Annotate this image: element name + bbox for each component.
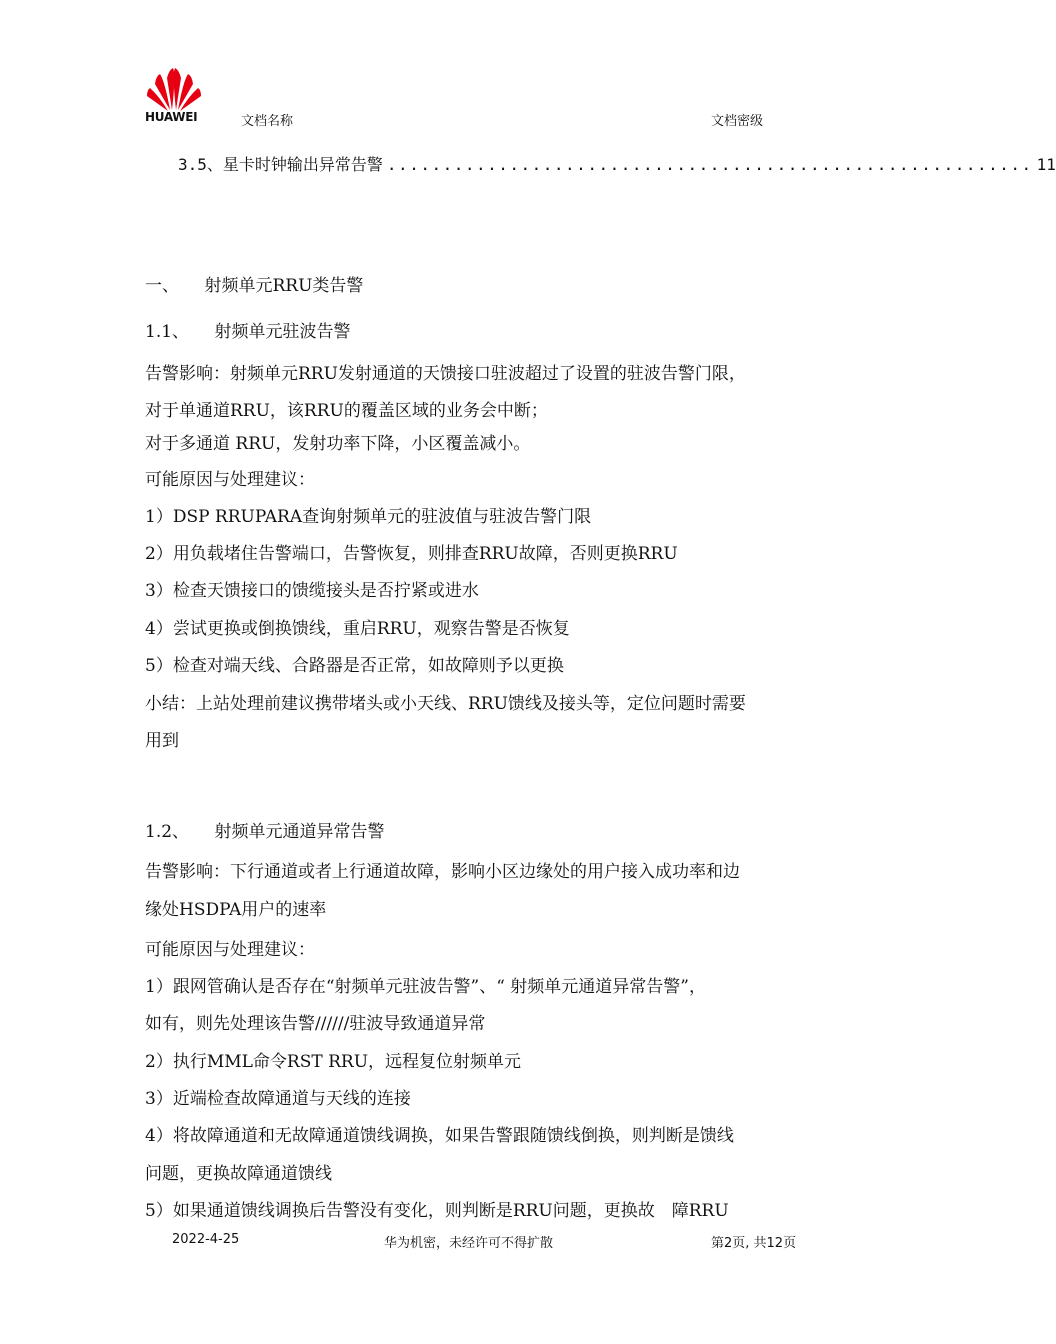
list-item: 3）近端检查故障通道与天线的连接 xyxy=(145,1089,411,1109)
toc-number: 3.5、 xyxy=(178,155,223,174)
section-1-1-paragraph: 告警影响：射频单元RRU发射通道的天馈接口驻波超过了设置的驻波告警门限， xyxy=(145,364,746,384)
list-item: 如有，则先处理该告警//////驻波导致通道异常 xyxy=(145,1014,486,1034)
list-item: 2）用负载堵住告警端口，告警恢复，则排查RRU故障，否则更换RRU xyxy=(145,544,678,564)
list-item: 问题，更换故障通道馈线 xyxy=(145,1164,332,1184)
section-1-2-paragraph: 可能原因与处理建议： xyxy=(145,940,315,960)
list-item: 5）检查对端天线、合路器是否正常，如故障则予以更换 xyxy=(145,656,564,676)
section-1-1-paragraph: 对于多通道 RRU，发射功率下降，小区覆盖减小。 xyxy=(145,434,531,454)
list-item: 1）跟网管确认是否存在“射频单元驻波告警”、“ 射频单元通道异常告警”， xyxy=(145,977,706,997)
document-name: 文档名称 xyxy=(241,114,294,129)
document-classification: 文档密级 xyxy=(711,114,764,129)
logo-text: HUAWEI xyxy=(145,110,198,124)
toc-entry[interactable] xyxy=(178,152,1056,175)
list-item: 4）尝试更换或倒换馈线，重启RRU，观察告警是否恢复 xyxy=(145,619,570,639)
section-1-2-paragraph: 缘处HSDPA用户的速率 xyxy=(145,900,327,920)
list-item: 4）将故障通道和无故障通道馈线调换，如果告警跟随馈线倒换，则判断是馈线 xyxy=(145,1126,734,1146)
section-1-1-paragraph: 可能原因与处理建议： xyxy=(145,470,315,490)
section-1-2-paragraph: 告警影响：下行通道或者上行通道故障，影响小区边缘处的用户接入成功率和边 xyxy=(145,862,740,882)
footer-date: 2022-4-25 xyxy=(172,1232,240,1247)
footer-page-number: 第2页, 共12页 xyxy=(711,1236,797,1251)
toc-title: 星卡时钟输出异常告警 xyxy=(222,155,383,174)
summary-text: 小结：上站处理前建议携带堵头或小天线、RRU馈线及接头等，定位问题时需要 xyxy=(145,694,746,714)
footer-confidential: 华为机密，未经许可不得扩散 xyxy=(384,1236,554,1251)
heading-1: 一、 射频单元RRU类告警 xyxy=(145,276,364,296)
list-item: 2）执行MML命令RST RRU，远程复位射频单元 xyxy=(145,1052,522,1072)
list-item: 3）检查天馈接口的馈缆接头是否拧紧或进水 xyxy=(145,581,479,601)
section-1-1-paragraph: 对于单通道RRU，该RRU的覆盖区域的业务会中断； xyxy=(145,401,548,421)
section-1-1-title: 1.1、 射频单元驻波告警 xyxy=(145,322,351,342)
toc-page: 11 xyxy=(1036,155,1056,174)
toc-leader: .......................................................... xyxy=(386,155,1033,174)
section-1-2-title: 1.2、 射频单元通道异常告警 xyxy=(145,822,385,842)
summary-text: 用到 xyxy=(145,731,179,751)
list-item: 5）如果通道馈线调换后告警没有变化，则判断是RRU问题，更换故 障RRU xyxy=(145,1201,729,1221)
list-item: 1）DSP RRUPARA查询射频单元的驻波值与驻波告警门限 xyxy=(145,507,592,527)
